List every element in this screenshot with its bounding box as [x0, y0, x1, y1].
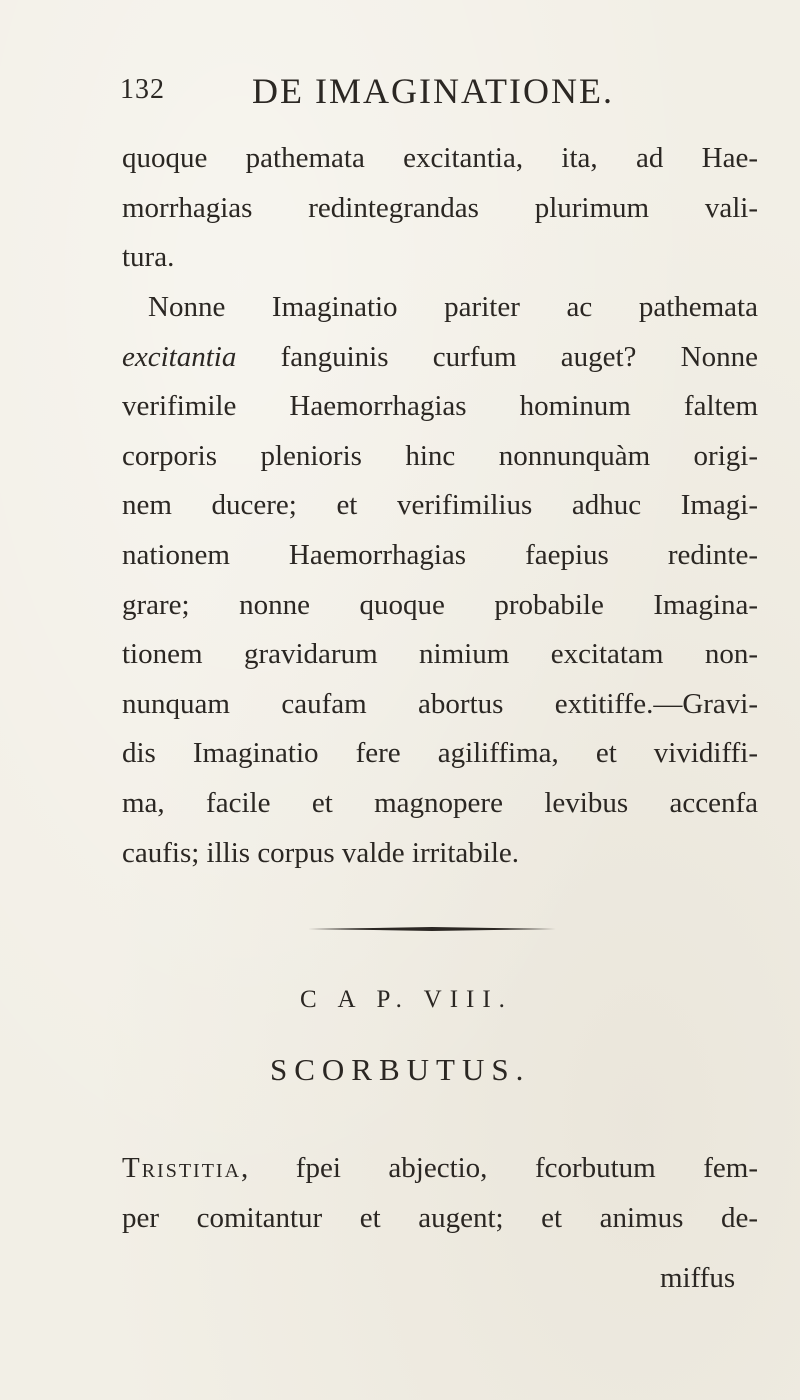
- text-line: ma, facile et magnopere levibus accenfa: [122, 786, 758, 819]
- text-line: dis Imaginatio fere agiliffima, et vividiffi-: [122, 737, 758, 770]
- paragraph-continued: [122, 134, 758, 283]
- text-line: Nonne Imaginatio pariter ac pathemata: [148, 291, 758, 323]
- paragraph-tristitia: [122, 1144, 758, 1243]
- text-line: quoque pathemata excitantia, ita, ad Hae-: [122, 142, 758, 174]
- text-line: morrhagias redintegrandas plurimum vali-: [122, 191, 758, 224]
- running-title: DE IMAGINATIONE.: [252, 71, 614, 111]
- text-fragment: , fpei abjectio, fcorbutum fem-: [241, 1152, 758, 1184]
- text-line: grare; nonne quoque probabile Imagina-: [122, 588, 758, 621]
- page-header: [120, 70, 760, 120]
- text-line: verifimile Haemorrhagias hominum faltem: [122, 390, 758, 423]
- text-line: [122, 1144, 758, 1194]
- text-line: nunquam caufam abortus extitiffe.—Gravi-: [122, 687, 758, 720]
- text-line: caufis; illis corpus valde irritabile.: [122, 836, 520, 869]
- small-caps-lead: Tristitia: [122, 1152, 242, 1184]
- page-number: 132: [120, 74, 165, 105]
- chapter-title: SCORBUTUS.: [270, 1052, 531, 1087]
- text-line: per comitantur et augent; et animus de-: [122, 1201, 758, 1234]
- italic-word: excitantia: [122, 340, 237, 373]
- text-line: tura.: [122, 241, 175, 274]
- catchword: miffus: [660, 1262, 736, 1294]
- text-fragment: fanguinis curfum auget? Nonne: [236, 340, 758, 373]
- chapter-heading: C A P. VIII.: [300, 986, 513, 1013]
- section-divider-rule: [308, 926, 556, 932]
- text-line: tionem gravidarum nimium excitatam non-: [122, 638, 758, 671]
- text-line: nationem Haemorrhagias faepius redinte-: [122, 538, 758, 571]
- text-line: [122, 333, 758, 383]
- text-line: corporis plenioris hinc nonnunquàm origi-: [122, 439, 758, 472]
- text-line: nem ducere; et verifimilius adhuc Imagi-: [122, 489, 758, 522]
- paragraph-imaginatio: [122, 283, 758, 878]
